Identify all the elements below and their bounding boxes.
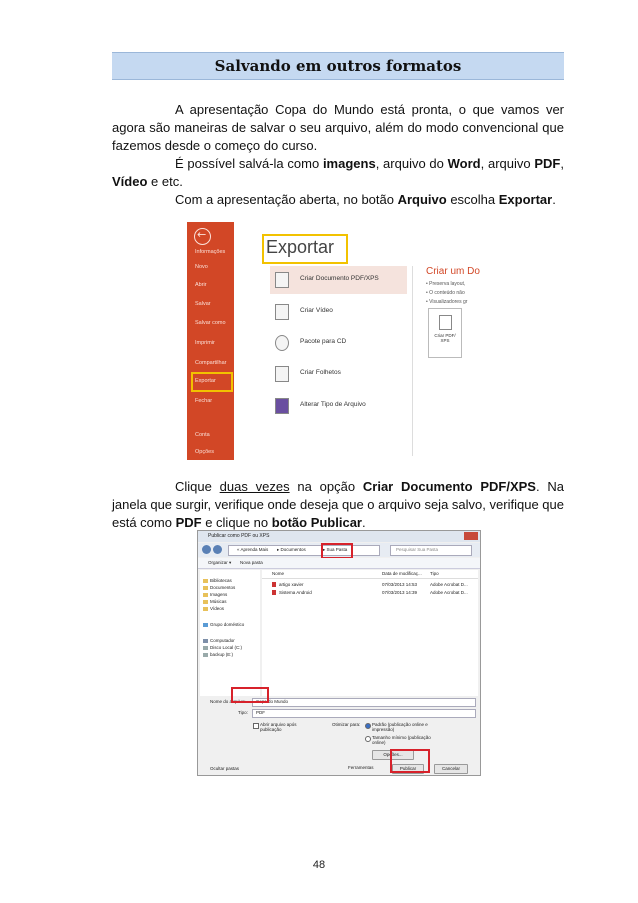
disk-icon (203, 653, 208, 657)
new-folder-button[interactable]: Nova pasta (240, 560, 263, 565)
cd-icon (275, 335, 289, 351)
file-date: 07/03/2013 14:53 (382, 582, 418, 587)
disk-icon (203, 646, 208, 650)
p4-bold-publicar: botão Publicar (271, 515, 362, 530)
type-value: PDF (256, 710, 265, 715)
path-segment-1[interactable]: « Aprenda Mais (237, 547, 269, 552)
radio-standard[interactable] (365, 723, 371, 729)
pane-divider (412, 266, 413, 456)
sidebar-item-novo[interactable]: Novo (195, 264, 208, 270)
save-form (198, 697, 480, 775)
folder-icon (203, 600, 208, 604)
sidebar-item-imprimir[interactable]: Imprimir (195, 340, 215, 346)
sidebar-item-exportar[interactable]: Exportar (195, 378, 216, 384)
file-name[interactable]: Sistema Android (279, 590, 312, 595)
file-list-header (262, 570, 478, 579)
close-icon[interactable] (464, 532, 478, 540)
path-segment-2[interactable]: ▸ Documentos (277, 547, 306, 552)
nav-item-grupo[interactable]: Grupo doméstico (210, 622, 245, 627)
export-screenshot (187, 222, 489, 460)
pdf-file-icon (439, 315, 452, 330)
open-after-label: Abrir arquivo após publicação (260, 722, 297, 732)
p2-bold-video: Vídeo (112, 174, 148, 189)
p2-bold-pdf: PDF (534, 156, 561, 171)
bullet-1: • Preserva layout, (426, 281, 466, 287)
publish-button[interactable]: Publicar (392, 764, 424, 774)
p4-text-c: na opção (289, 479, 363, 494)
paragraph-intro (112, 101, 564, 155)
nav-item-documentos[interactable]: Documentos (210, 585, 236, 590)
backstage-sidebar (187, 222, 234, 460)
open-after-checkbox[interactable] (253, 723, 259, 729)
p4-text-e: . Na janela que surgir, verifique onde deseja que o arquivo seja salvo, verifique que está como (112, 479, 564, 530)
file-type: Adobe Acrobat D... (430, 590, 468, 595)
export-option-video[interactable]: Criar Vídeo (270, 298, 407, 326)
options-button[interactable]: Opções... (372, 750, 414, 760)
p2-text-i: e etc. (147, 174, 183, 189)
export-option-pdf[interactable]: Criar Documento PDF/XPS (270, 266, 407, 294)
export-option-change-type[interactable]: Alterar Tipo de Arquivo (270, 392, 407, 420)
sidebar-item-salvar-como[interactable]: Salvar como (195, 320, 226, 326)
section-heading: Salvando em outros formatos (214, 57, 462, 75)
folder-icon (203, 593, 208, 597)
path-segment-3[interactable]: ▸ Sua Pasta (323, 547, 348, 552)
column-header-name[interactable]: Nome (272, 571, 285, 576)
type-label: Tipo: (238, 710, 248, 715)
back-icon[interactable] (202, 545, 211, 554)
paragraph-formats (112, 155, 564, 191)
type-select[interactable] (252, 709, 476, 718)
forward-icon[interactable] (213, 545, 222, 554)
tools-button[interactable]: Ferramentas (348, 765, 374, 770)
p4-bold-criar-pdf: Criar Documento PDF/XPS (362, 479, 536, 494)
sidebar-item-fechar[interactable]: Fechar (195, 398, 213, 404)
nav-item-disco-local[interactable]: Disco Local (C:) (210, 645, 243, 650)
paragraph-export (112, 191, 564, 209)
p3-bold-exportar: Exportar (498, 192, 553, 207)
paragraph-publish (112, 478, 564, 532)
p4-underline-duas-vezes: duas vezes (219, 479, 290, 494)
type-highlight (231, 687, 269, 703)
pdf-document-icon (275, 272, 289, 288)
pdf-file-icon (272, 590, 276, 595)
exportar-title: Exportar (266, 237, 335, 257)
dialog-toolbar (198, 558, 480, 569)
bullet-2: • O conteúdo não (426, 290, 465, 296)
exportar-highlight (191, 372, 233, 392)
nav-item-videos[interactable]: Vídeos (210, 606, 225, 611)
p3-bold-arquivo: Arquivo (397, 192, 447, 207)
sidebar-item-info[interactable]: Informações (195, 249, 226, 255)
library-icon (203, 579, 208, 583)
search-input[interactable] (390, 545, 472, 556)
p3-text-a: Com a apresentação aberta, no botão (175, 192, 398, 207)
radio-minimum[interactable] (365, 736, 371, 742)
video-icon (275, 304, 289, 320)
sidebar-item-salvar[interactable]: Salvar (195, 301, 211, 307)
p2-bold-word: Word (447, 156, 481, 171)
export-option-handouts[interactable]: Criar Folhetos (270, 360, 407, 388)
p4-text-i: . (362, 515, 366, 530)
sidebar-item-conta[interactable]: Conta (195, 432, 210, 438)
p2-bold-imagens: imagens (322, 156, 376, 171)
p2-text-e: , arquivo (480, 156, 535, 171)
page-number: 48 (312, 859, 326, 871)
p4-bold-pdf: PDF (175, 515, 202, 530)
cancel-button[interactable]: Cancelar (434, 764, 468, 774)
nav-item-imagens[interactable]: Imagens (210, 592, 228, 597)
file-date: 07/03/2013 14:39 (382, 590, 418, 595)
exportar-title-highlight (262, 234, 348, 264)
computer-icon (203, 639, 208, 643)
filename-label: Nome do arquivo: (210, 699, 246, 704)
p4-text-g: e clique no (201, 515, 272, 530)
p2-text-g: , (560, 156, 564, 171)
folder-highlight (321, 543, 353, 559)
option-minimum-label: Tamanho mínimo (publicação online) (372, 735, 431, 745)
search-placeholder: Pesquisar Sua Pasta (396, 547, 439, 552)
folder-icon (203, 586, 208, 590)
filename-value: Copa do Mundo (256, 699, 289, 704)
handouts-icon (275, 366, 289, 382)
nav-item-bibliotecas[interactable]: Bibliotecas (210, 578, 232, 583)
dialog-titlebar (198, 531, 480, 542)
paragraph-intro-text: A apresentação Copa do Mundo está pronta, o que vamos ver agora são maneiras de salvar o seu arquivo, além do modo convencional que fazemos desde o começo do curso. (112, 102, 564, 153)
dialog-title: Publicar como PDF ou XPS (208, 533, 270, 539)
create-pdf-card-label: Criar PDF/ XPS (434, 333, 456, 343)
file-name[interactable]: artigo xavier (279, 582, 304, 587)
p4-text-a: Clique (175, 479, 220, 494)
p3-text-e: . (552, 192, 556, 207)
back-arrow-icon[interactable] (194, 228, 211, 245)
create-pdf-card[interactable] (428, 308, 462, 358)
organize-button[interactable]: Organizar ▾ (208, 560, 232, 565)
nav-item-backup[interactable]: backup (E:) (210, 652, 234, 657)
pdf-file-icon (272, 582, 276, 587)
bullet-3: • Visualizadores gr (426, 299, 468, 305)
file-type: Adobe Acrobat D... (430, 582, 468, 587)
column-header-type[interactable]: Tipo (430, 571, 439, 576)
folder-icon (203, 607, 208, 611)
nav-item-musicas[interactable]: Músicas (210, 599, 227, 604)
path-breadcrumb[interactable] (228, 545, 380, 556)
p3-text-c: escolha (446, 192, 499, 207)
sidebar-item-opcoes[interactable]: Opções (195, 449, 214, 455)
optimize-label: Otimizar para: (332, 722, 361, 727)
hide-folders-toggle[interactable]: Ocultar pastas (210, 766, 240, 771)
option-standard-label: Padrão (publicação online e impressão) (372, 722, 428, 732)
file-list (262, 570, 478, 696)
navigation-pane (200, 570, 260, 696)
create-doc-title: Criar um Do (426, 266, 480, 277)
column-header-date[interactable]: Data de modificaç... (382, 571, 422, 576)
export-option-cd[interactable]: Pacote para CD (270, 329, 407, 357)
p2-text-c: , arquivo do (375, 156, 448, 171)
publish-dialog-screenshot (197, 530, 481, 776)
nav-item-computador[interactable]: Computador (210, 638, 235, 643)
sidebar-item-abrir[interactable]: Abrir (195, 282, 207, 288)
publish-highlight (390, 749, 430, 773)
p2-text-a: É possível salvá-la como (175, 156, 323, 171)
sidebar-item-compartilhar[interactable]: Compartilhar (195, 360, 227, 366)
section-heading-bar (112, 52, 564, 80)
homegroup-icon (203, 623, 208, 627)
file-type-icon (275, 398, 289, 414)
